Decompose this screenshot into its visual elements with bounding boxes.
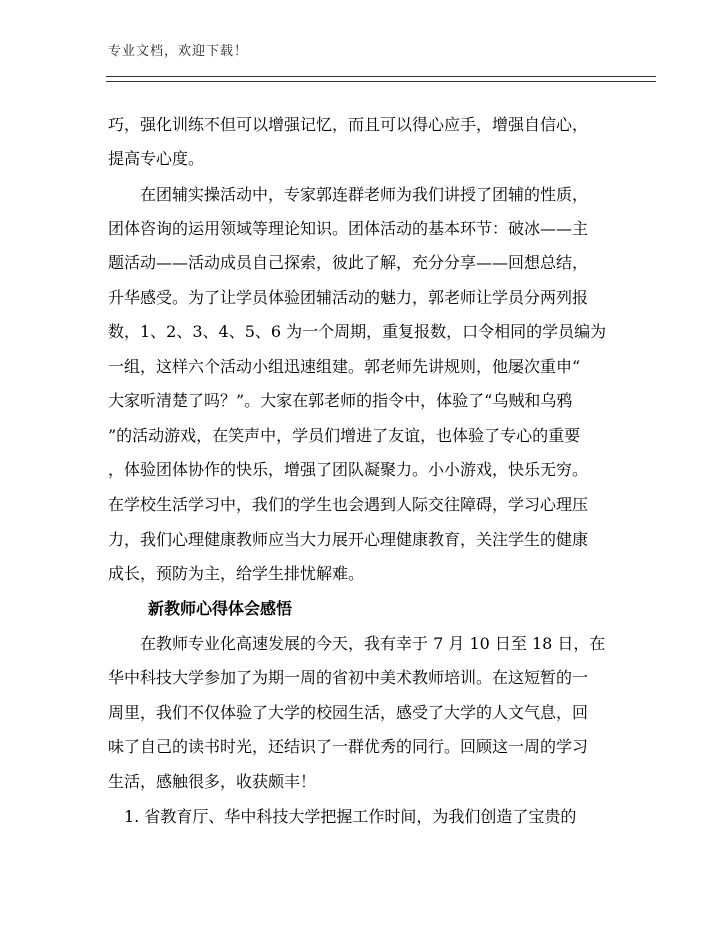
body-line: 升华感受。为了让学员体验团辅活动的魅力，郭老师让学员分两列报	[108, 288, 589, 307]
body-line: 力，我们心理健康教师应当大力展开心理健康教育，关注学生的健康	[108, 530, 589, 549]
body-line: 团体咨询的运用领域等理论知识。团体活动的基本环节：破冰——主	[108, 219, 589, 238]
body-line: 味了自己的读书时光，还结识了一群优秀的同行。回顾这一周的学习	[108, 737, 589, 756]
body-line: 成长，预防为主，给学生排忧解难。	[108, 564, 365, 583]
body-line: 在教师专业化高速发展的今天，我有幸于 7 月 10 日至 18 日，在	[108, 634, 606, 653]
body-line: ”的活动游戏，在笑声中，学员们增进了友谊，也体验了专心的重要	[108, 426, 581, 445]
body-line: 一组，这样六个活动小组迅速组建。郭老师先讲规则，他屡次重申“	[108, 357, 581, 376]
body-line: 生活，感触很多，收获颇丰！	[108, 772, 317, 791]
page-header: 专业文档，欢迎下载！	[108, 44, 249, 59]
body-line: 周里，我们不仅体验了大学的校园生活，感受了大学的人文气息，回	[108, 703, 589, 722]
header-rule-top	[106, 76, 656, 77]
section-title: 新教师心得体会感悟	[148, 599, 293, 618]
body-line: 题活动——活动成员自己探索，彼此了解，充分分享——回想总结，	[108, 253, 589, 272]
body-line: 大家听清楚了吗？”。大家在郭老师的指令中，体验了“乌贼和乌鸦	[108, 391, 573, 410]
body-line: 提高专心度。	[108, 149, 205, 168]
header-rule-bottom	[106, 81, 656, 82]
body-line: 在团辅实操活动中，专家郭连群老师为我们讲授了团辅的性质，	[108, 185, 589, 204]
body-line: 1. 省教育厅、华中科技大学把握工作时间，为我们创造了宝贵的	[108, 807, 577, 826]
body-line: ，体验团体协作的快乐，增强了团队凝聚力。小小游戏，快乐无穷。	[108, 460, 589, 479]
body-line: 华中科技大学参加了为期一周的省初中美术教师培训。在这短暂的一	[108, 668, 589, 687]
body-line: 在学校生活学习中，我们的学生也会遇到人际交往障碍，学习心理压	[108, 495, 589, 514]
body-line: 巧，强化训练不但可以增强记忆，而且可以得心应手，增强自信心，	[108, 115, 589, 134]
body-line: 数，1、2、3、4、5、6 为一个周期，重复报数，口令相同的学员编为	[108, 322, 607, 341]
